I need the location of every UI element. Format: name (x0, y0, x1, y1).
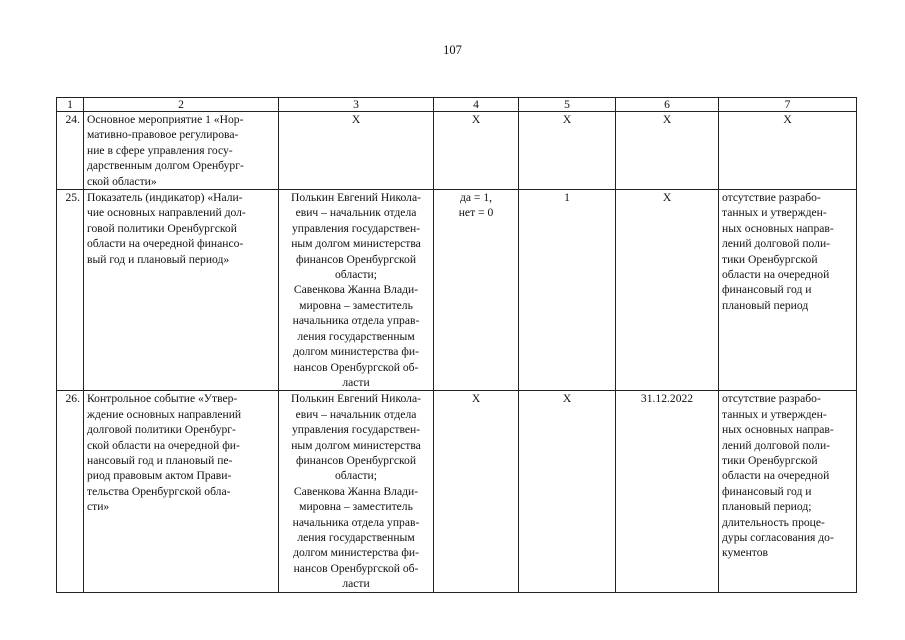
table-header-row (57, 98, 857, 112)
column-header: 3 (279, 98, 434, 112)
event-cell: Показатель (индикатор) «Нали- чие основных направлений дол- говой политики Оренбургской области на очередной финансо- вый год и плановый период» (84, 190, 279, 391)
table-row (57, 190, 857, 391)
responsible-cell: Х (279, 112, 434, 190)
event-cell: Основное мероприятие 1 «Нор- мативно-правовое регулирова- ние в сфере управления госу- дарственным долгом Оренбург- ской области» (84, 112, 279, 190)
risk-cell: отсутствие разрабо- танных и утвержден- ных основных направ- лений долговой поли- тики Оренбургской области на очередной финансовый год и плановый период; длительность проце- дуры согласования до- кументов (719, 391, 857, 592)
responsible-cell: Полькин Евгений Никола- евич – начальник отдела управления государствен- ным долгом министерства финансов Оренбургской области; Савенкова Жанна Влади- мировна – заместитель начальника отдела управ- ления государственным долгом министерства фи- нансов Оренбургской об- ласти (279, 391, 434, 592)
unit-cell: да = 1, нет = 0 (434, 190, 519, 391)
date-cell: Х (616, 112, 719, 190)
event-cell: Контрольное событие «Утвер- ждение основных направлений долговой политики Оренбург- ской области на очередной фи- нансовый год и плановый пе- риод правовым актом Прави- тельства Оренбургской обла- сти» (84, 391, 279, 592)
table-row (57, 391, 857, 592)
value-cell: 1 (519, 190, 616, 391)
risk-cell: отсутствие разрабо- танных и утвержден- ных основных направ- лений долговой поли- тики Оренбургской области на очередной финансовый год и плановый период (719, 190, 857, 391)
page-number: 107 (443, 43, 462, 57)
column-header: 7 (719, 98, 857, 112)
column-header: 1 (57, 98, 84, 112)
risk-cell: Х (719, 112, 857, 190)
row-number: 25. (57, 190, 84, 391)
value-cell: Х (519, 391, 616, 592)
column-header: 4 (434, 98, 519, 112)
row-number: 26. (57, 391, 84, 592)
value-cell: Х (519, 112, 616, 190)
column-header: 2 (84, 98, 279, 112)
column-header: 5 (519, 98, 616, 112)
responsible-cell: Полькин Евгений Никола- евич – начальник отдела управления государствен- ным долгом министерства финансов Оренбургской области; Савенкова Жанна Влади- мировна – заместитель начальника отдела управ- ления государственным долгом министерства фи- нансов Оренбургской об- ласти (279, 190, 434, 391)
table-row (57, 112, 857, 190)
date-cell: 31.12.2022 (616, 391, 719, 592)
row-number: 24. (57, 112, 84, 190)
date-cell: Х (616, 190, 719, 391)
unit-cell: Х (434, 112, 519, 190)
measures-table (56, 97, 857, 593)
unit-cell: Х (434, 391, 519, 592)
column-header: 6 (616, 98, 719, 112)
